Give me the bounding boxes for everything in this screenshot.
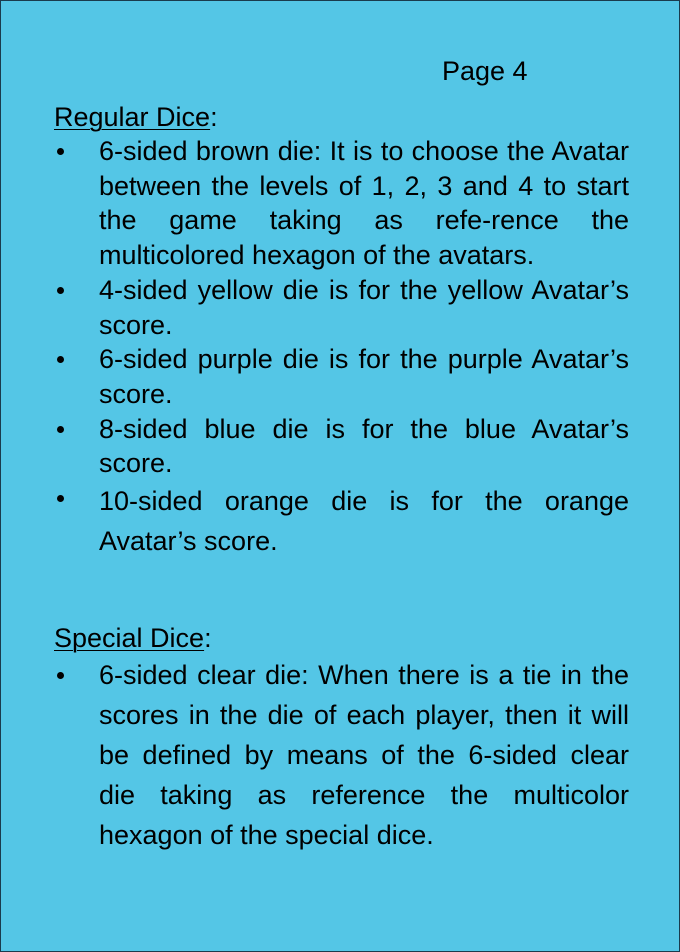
list-item-text: 6-sided purple die is for the purple Avatar’s score. [99, 344, 629, 409]
bullet-icon [57, 356, 64, 363]
special-dice-heading [54, 621, 629, 655]
list-item-text: 10-sided orange die is for the orange Avatar’s score. [99, 486, 629, 557]
list-item [54, 134, 629, 273]
special-dice-heading-colon: : [204, 623, 212, 653]
list-item [54, 655, 629, 855]
list-item-text: 6-sided clear die: When there is a tie in the scores in the die of each player, then it will be defined by means of the 6-sided clear die taking as reference the multicolor hexagon of the special dice. [99, 660, 629, 850]
regular-dice-heading-text: Regular Dice [54, 102, 211, 132]
list-item [54, 342, 629, 411]
regular-dice-list [54, 134, 629, 561]
regular-dice-heading [54, 100, 629, 134]
list-item [54, 273, 629, 342]
page-number: Page 4 [442, 56, 528, 86]
list-item [54, 412, 629, 481]
list-item [54, 481, 629, 561]
list-item-text: 4-sided yellow die is for the yellow Avatar’s score. [99, 274, 629, 340]
special-dice-list [54, 655, 629, 855]
special-dice-section [54, 621, 629, 855]
bullet-icon [57, 672, 64, 679]
bullet-icon [57, 426, 64, 433]
list-item-text: 8-sided blue die is for the blue Avatar’s score. [99, 413, 629, 479]
regular-dice-section [54, 100, 629, 561]
bullet-icon [57, 495, 64, 502]
regular-dice-heading-colon: : [210, 102, 218, 132]
list-item-text: 6-sided brown die: It is to choose the Avatar between the levels of 1, 2, 3 and 4 to start the game taking as refe-rence the multicolored hexagon of the avatars. [99, 136, 629, 271]
bullet-icon [57, 148, 64, 155]
special-dice-heading-text: Special Dice [54, 623, 205, 653]
bullet-icon [57, 287, 64, 294]
